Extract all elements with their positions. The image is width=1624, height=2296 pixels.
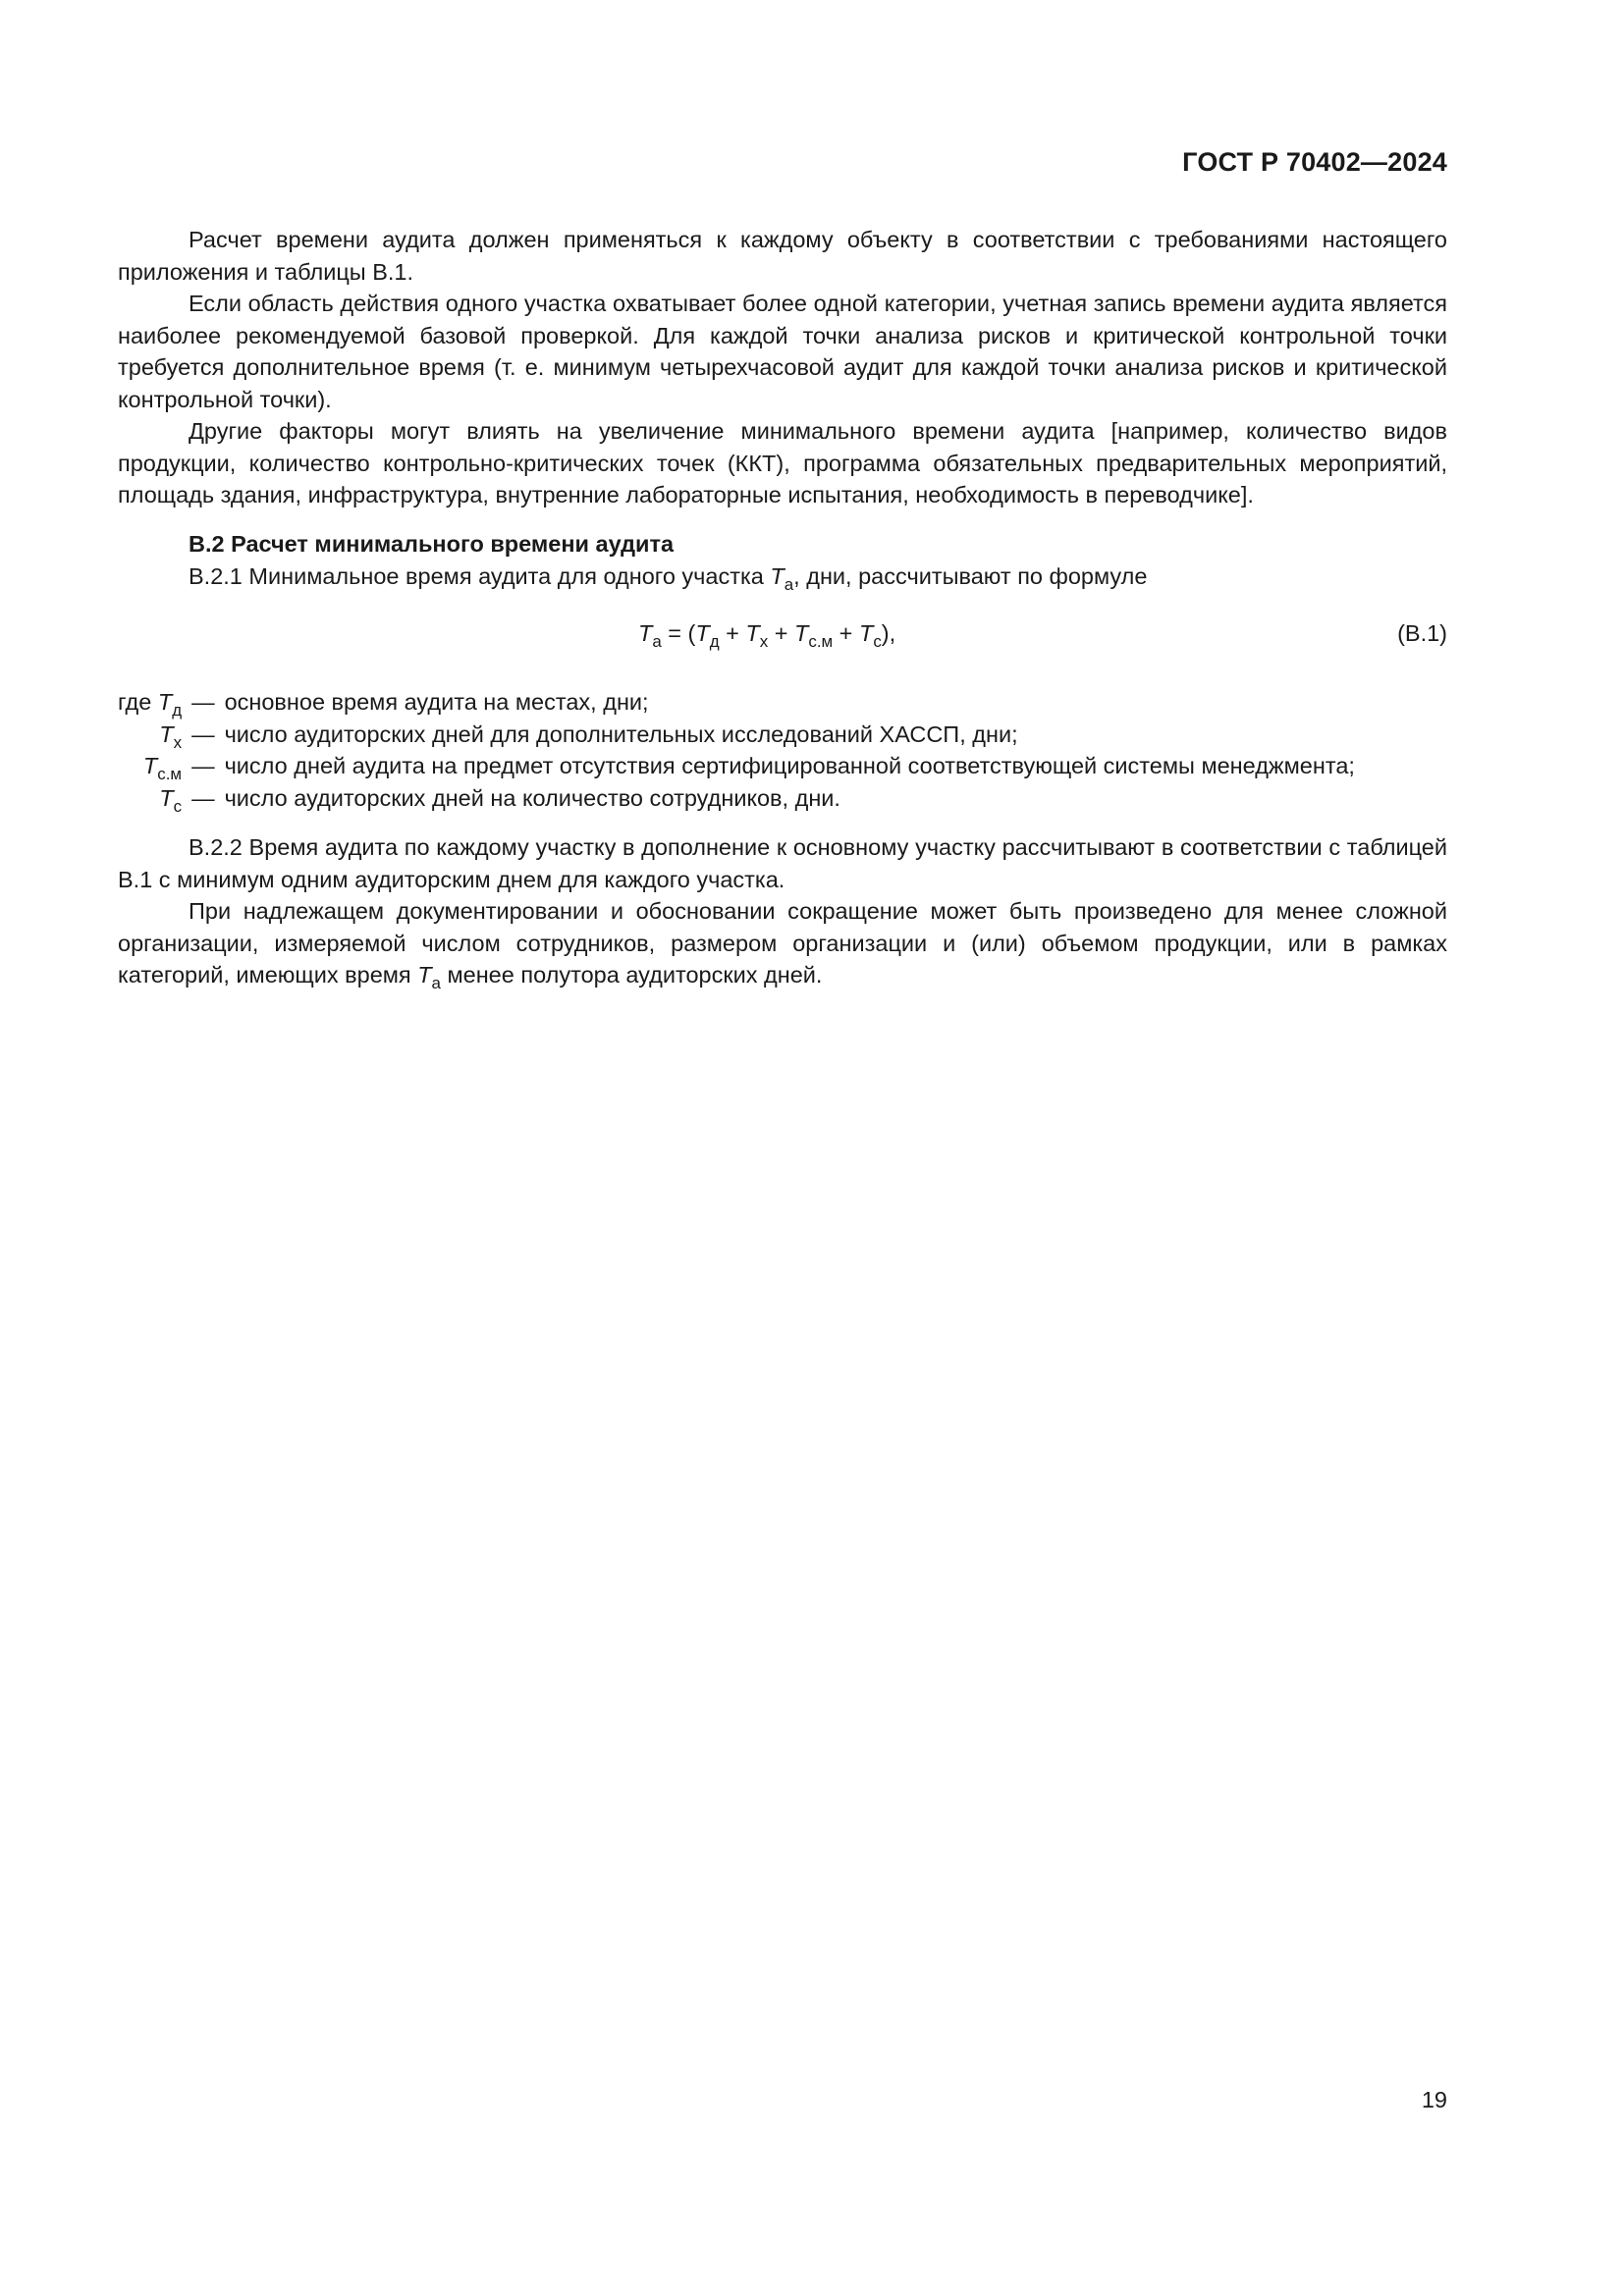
paragraph-multiple-categories: Если область действия одного участка охватывает более одной категории, учетная запись времени аудита является наиболее рекомендуемой базовой проверкой. Для каждой точки анализа рисков и критической контрольной точки требуется дополнительное время (т. е. минимум четырехчасовой аудит для каждой точки анализа рисков и критической контрольной точки). xyxy=(118,291,1447,412)
paragraph-other-factors: Другие факторы могут влиять на увеличение минимального времени аудита [например, количество видов продукции, количество контрольно-критических точек (ККТ), программа обязательных предварительных мероприятий, площадь здания, инфраструктура, внутренние лабораторные испытания, необходимость в переводчике]. xyxy=(118,418,1447,507)
paragraph-audit-calculation: Расчет времени аудита должен применяться к каждому объекту в соответствии с требованиями настоящего приложения и таблицы В.1. xyxy=(118,227,1447,285)
definition-text: число дней аудита на предмет отсутствия сертифицированной соответствующей системы менеджмента; xyxy=(224,753,1355,778)
formula-b1 xyxy=(118,617,1447,657)
formula-number: (В.1) xyxy=(1397,620,1447,646)
variable-t: T xyxy=(770,562,785,589)
definition-row: $T_с$ — число аудиторских дней на количество сотрудников, дни. xyxy=(118,782,1355,815)
paragraph-reduction: При надлежащем документировании и обосновании сокращение может быть произведено для менее сложной организации, измеряемой числом сотрудников, размером организации и (или) объемом продукции, или в рамках категорий, имеющих время $T_а$ менее полутора аудиторских дней. xyxy=(118,898,1447,992)
page-number: 19 xyxy=(1421,2087,1447,2112)
definition-text: число аудиторских дней на количество сотрудников, дни. xyxy=(224,784,840,811)
definition-symbol: $T_с$ xyxy=(159,784,183,816)
variable-t: T xyxy=(417,962,432,988)
formula-expression: $T_а = (T_д + T_х + T_{с.м} + T_с)$, xyxy=(638,620,896,651)
definition-text: основное время аудита на местах, дни; xyxy=(224,689,649,715)
definition-row: $T_{с.м}$ — число дней аудита на предмет отсутствия сертифицированной соответствующей системы менеджмента; xyxy=(118,750,1355,782)
definition-text: число аудиторских дней для дополнительных исследований ХАССП, дни; xyxy=(224,721,1018,747)
definition-symbol: $T_х$ xyxy=(159,721,183,752)
clause-b22: В.2.2 Время аудита по каждому участку в дополнение к основному участку рассчитывают в соответствии с таблицей В.1 с минимум одним аудиторским днем для каждого участка. xyxy=(118,834,1447,892)
document-id-header: ГОСТ Р 70402—2024 xyxy=(1182,147,1447,177)
definition-symbol: где $T_д$ xyxy=(118,689,183,720)
page-content xyxy=(118,224,1447,991)
clause-b21: В.2.1 Минимальное время аудита для одного участка $T_а$, дни, рассчитывают по формуле xyxy=(189,562,1148,594)
definition-row: где $T_д$ — основное время аудита на местах, дни; xyxy=(118,686,1355,719)
definition-symbol: $T_{с.м}$ xyxy=(142,753,183,783)
section-heading: В.2 Расчет минимального времени аудита xyxy=(189,530,675,557)
definition-row: $T_х$ — число аудиторских дней для дополнительных исследований ХАССП, дни; xyxy=(118,719,1355,751)
variable-definitions xyxy=(118,686,1355,814)
